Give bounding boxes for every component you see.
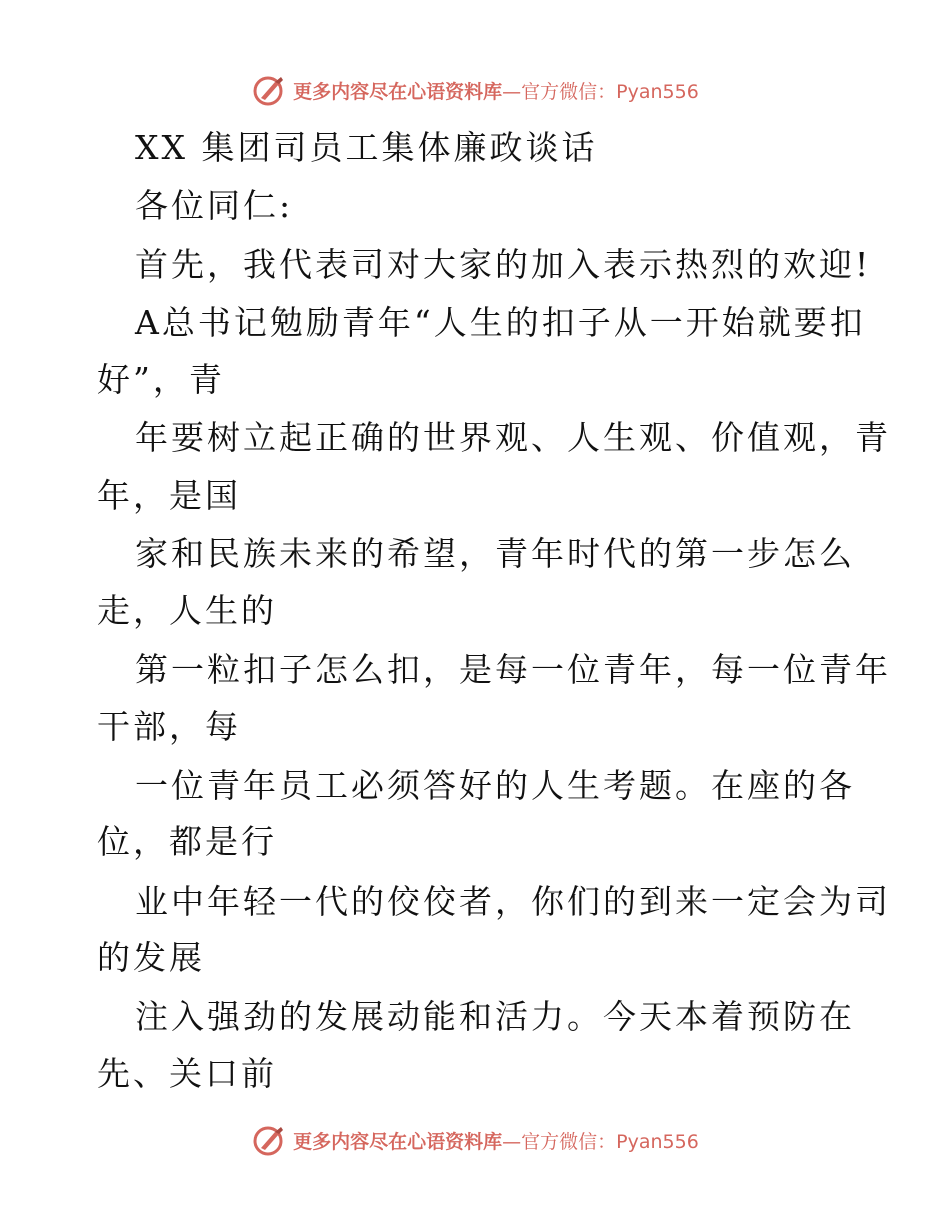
doc-line: A总书记勉励青年“人生的扣子从一开始就要扣: [135, 303, 866, 342]
doc-line: 各位同仁:: [135, 186, 294, 225]
banner-sub-text: —官方微信：Pyan556: [502, 1130, 699, 1153]
document-title: XX 集团司员工集体廉政谈话: [135, 128, 598, 167]
doc-line: 注入强劲的发展动能和活力。今天本着预防在: [135, 997, 855, 1036]
doc-line: 走，人生的: [97, 591, 277, 630]
doc-line: 好”，青: [97, 360, 225, 399]
header-watermark-banner: [0, 70, 950, 110]
banner-sub-text: —官方微信：Pyan556: [502, 80, 699, 103]
doc-line: 家和民族未来的希望，青年时代的第一步怎么: [135, 534, 855, 573]
doc-line: 首先，我代表司对大家的加入表示热烈的欢迎!: [135, 245, 872, 284]
pen-logo-icon: [251, 72, 287, 108]
doc-line: 先、关口前: [97, 1054, 277, 1093]
banner-main-text: 更多内容尽在心语资料库: [293, 1130, 503, 1153]
doc-line: 第一粒扣子怎么扣，是每一位青年，每一位青年: [135, 650, 891, 689]
pen-logo-icon: [251, 1122, 287, 1158]
doc-line: 的发展: [97, 938, 205, 977]
doc-line: 位，都是行: [97, 822, 277, 861]
doc-line: 业中年轻一代的佼佼者，你们的到来一定会为司: [135, 882, 891, 921]
banner-main-text: 更多内容尽在心语资料库: [293, 80, 503, 103]
doc-line: 干部，每: [97, 707, 241, 746]
doc-line: 年，是国: [97, 476, 241, 515]
footer-watermark-banner: [0, 1120, 950, 1160]
doc-line: 年要树立起正确的世界观、人生观、价值观，青: [135, 418, 891, 457]
doc-line: 一位青年员工必须答好的人生考题。在座的各: [135, 766, 855, 805]
